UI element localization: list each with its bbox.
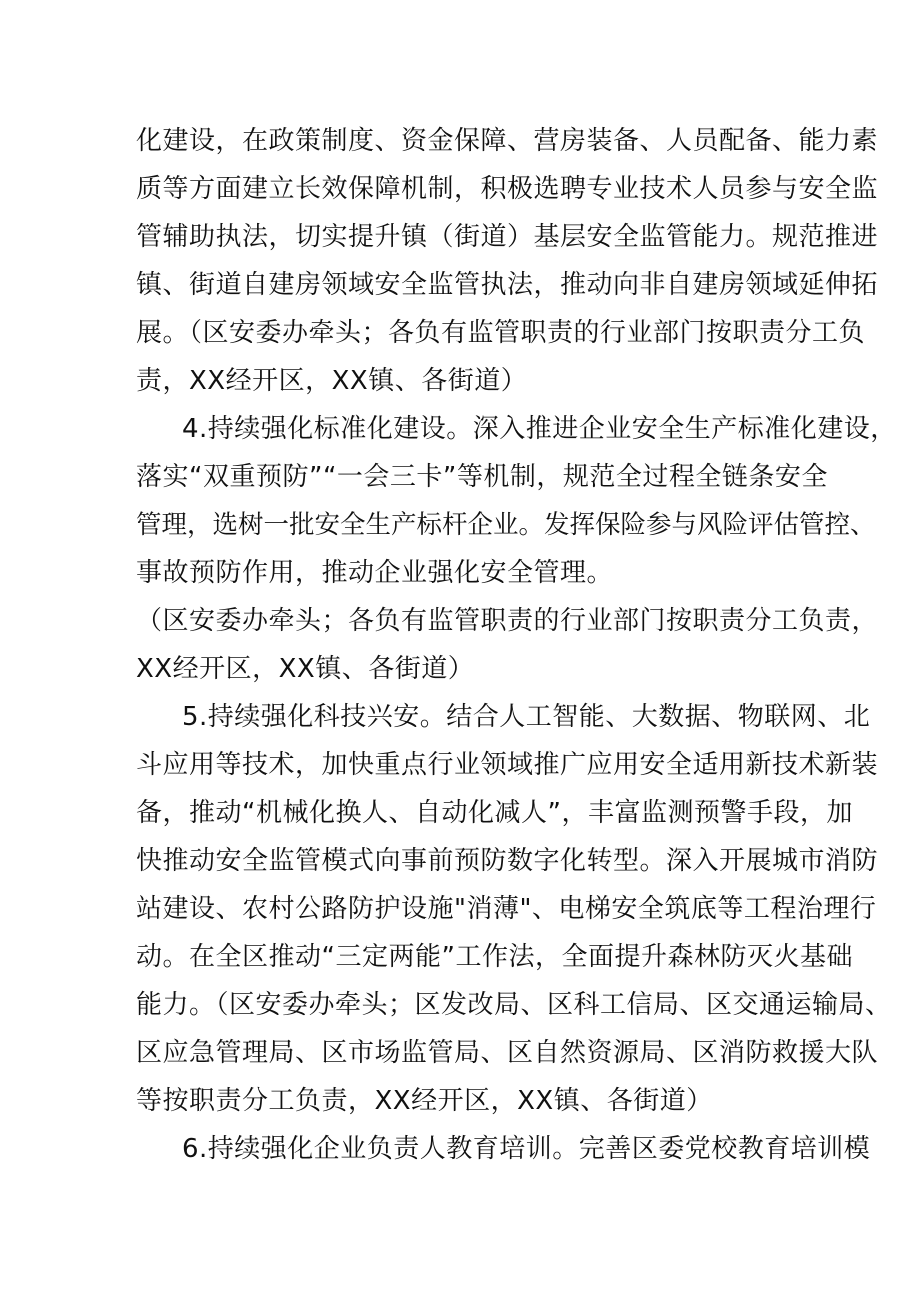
paragraph-line: 站建设、农村公路防护设施"消薄"、电梯安全筑底等工程治理行 — [136, 894, 877, 924]
paragraph-line: 能力。（区安委办牵头；区发改局、区科工信局、区交通运输局、 — [136, 990, 892, 1020]
section-heading-line: 6.持续强化企业负责人教育培训。完善区委党校教育培训模 — [182, 1134, 871, 1164]
paragraph-line: 化建设，在政策制度、资金保障、营房装备、人员配备、能力素 — [136, 126, 879, 156]
paragraph-line: （区安委办牵头；各负有监管职责的行业部门按职责分工负责， — [136, 606, 879, 636]
paragraph-line: 落实“双重预防”“一会三卡”等机制，规范全过程全链条安全 — [136, 462, 828, 492]
section-heading-line: 4.持续强化标准化建设。深入推进企业安全生产标准化建设， — [182, 414, 897, 444]
paragraph-line: 备，推动“机械化换人、自动化减人”，丰富监测预警手段，加 — [136, 798, 853, 828]
section-heading-line: 5.持续强化科技兴安。结合人工智能、大数据、物联网、北 — [182, 702, 871, 732]
paragraph-line: XX经开区，XX镇、各街道） — [136, 654, 475, 684]
paragraph-line: 责，XX经开区，XX镇、各街道） — [136, 366, 528, 396]
paragraph-line: 管辅助执法，切实提升镇（街道）基层安全监管能力。规范推进 — [136, 222, 879, 252]
paragraph-line: 镇、街道自建房领域安全监管执法，推动向非自建房领域延伸拓 — [136, 270, 879, 300]
paragraph-line: 质等方面建立长效保障机制，积极选聘专业技术人员参与安全监 — [136, 174, 879, 204]
paragraph-line: 等按职责分工负责，XX经开区，XX镇、各街道） — [136, 1086, 713, 1116]
paragraph-line: 快推动安全监管模式向事前预防数字化转型。深入开展城市消防 — [136, 846, 879, 876]
paragraph-line: 管理，选树一批安全生产标杆企业。发挥保险参与风险评估管控、 — [136, 510, 876, 540]
paragraph-line: 动。在全区推动“三定两能”工作法，全面提升森林防灭火基础 — [136, 942, 853, 972]
paragraph-line: 事故预防作用，推动企业强化安全管理。 — [136, 558, 614, 588]
paragraph-line: 斗应用等技术，加快重点行业领域推广应用安全适用新技术新装 — [136, 750, 879, 780]
paragraph-line: 展。（区安委办牵头；各负有监管职责的行业部门按职责分工负 — [136, 318, 866, 348]
paragraph-line: 区应急管理局、区市场监管局、区自然资源局、区消防救援大队 — [136, 1038, 879, 1068]
